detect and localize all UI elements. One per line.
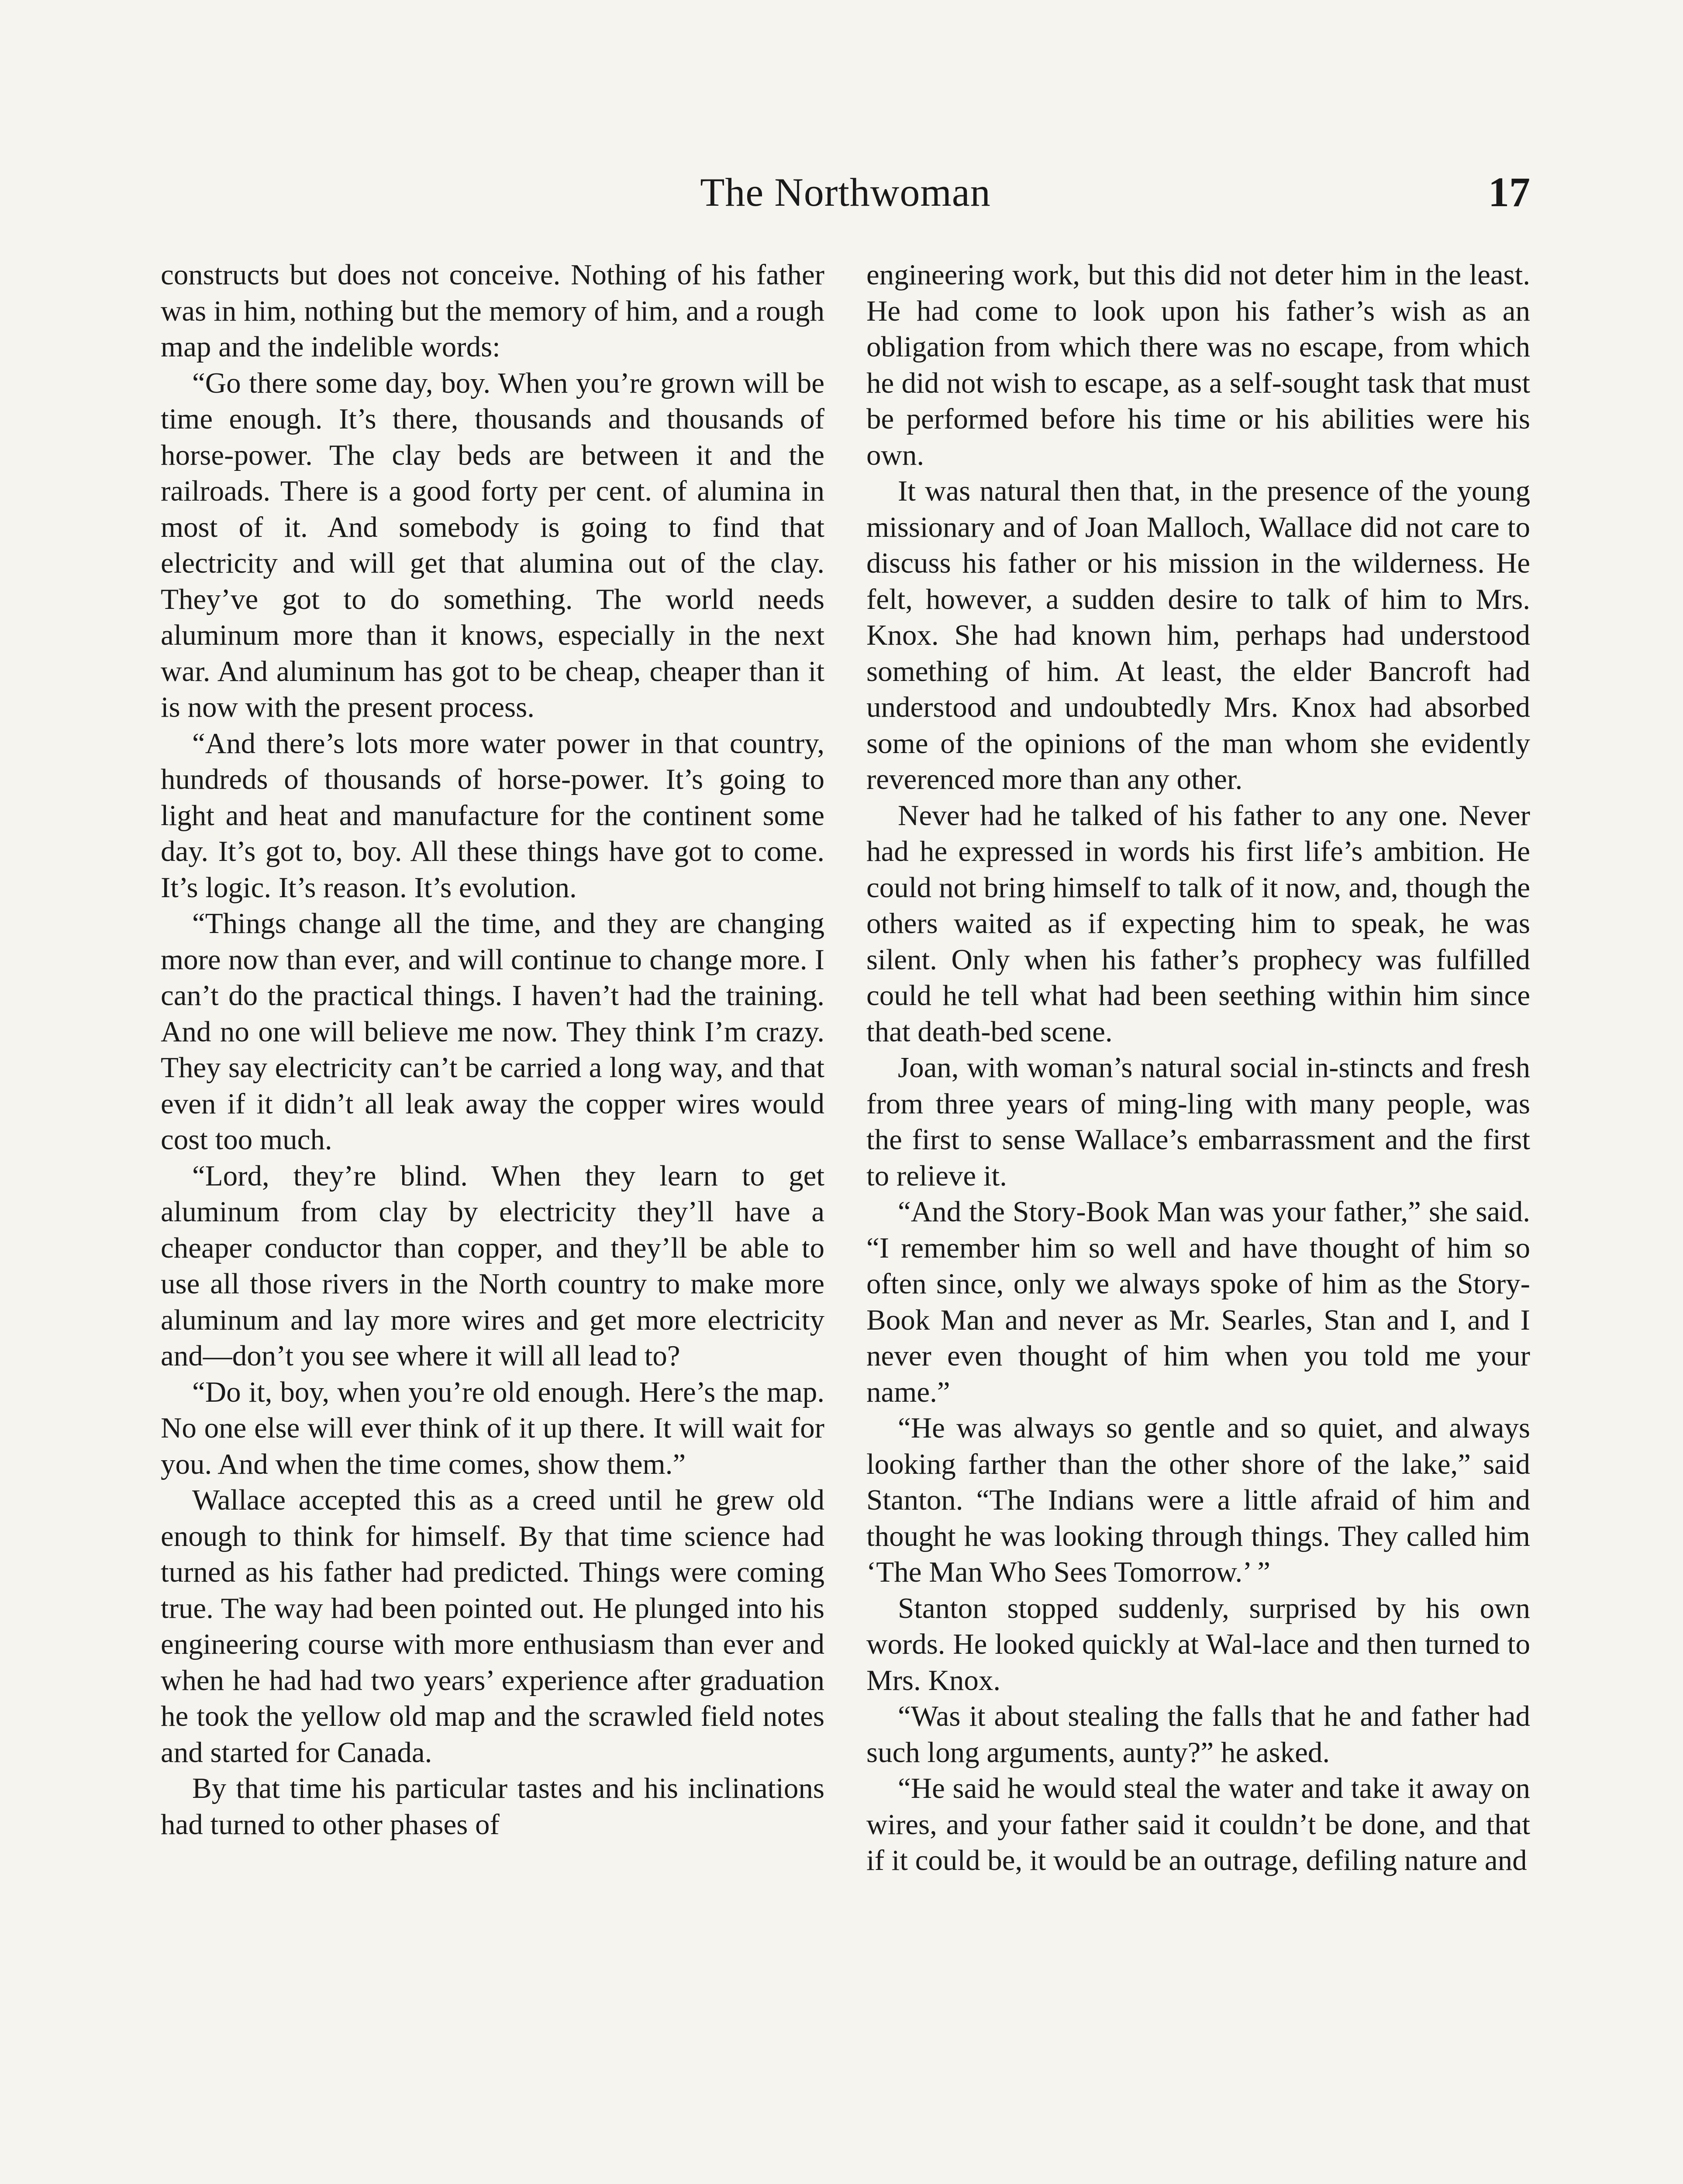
paragraph: “Do it, boy, when you’re old enough. Here’s the map. No one else will ever think of it up there. It will wait for you. And when the time comes, show them.” [161,1375,824,1480]
paragraph: Never had he talked of his father to any one. Never had he expressed in words his first life’s ambition. He could not bring himself to talk of it now, and, though the others waited as if expecting him to speak, he was silent. Only when his father’s prophecy was fulfilled could he tell what had been seething within him since that death-bed scene. [866,799,1530,1048]
running-title: The Northwoman [700,170,991,214]
paragraph: “He was always so gentle and so quiet, and always looking farther than the other shore of the lake,” said Stanton. “The Indians were a little afraid of him and thought he was looking through things. They called him ‘The Man Who Sees Tomorrow.’ ” [866,1412,1530,1588]
left-column [161,257,824,2184]
paragraph: constructs but does not conceive. Nothing of his father was in him, nothing but the memory of him, and a rough map and the indelible words: [161,259,824,363]
page-number: 17 [1488,169,1530,215]
running-head [161,166,1530,227]
paragraph: “Go there some day, boy. When you’re grown will be time enough. It’s there, thousands and thousands of horse-power. The clay beds are between it and the railroads. There is a good forty per cent. of alumina in most of it. And somebody is going to find that electricity and will get that alumina out of the clay. They’ve got to do something. The world needs aluminum more than it knows, especially in the next war. And aluminum has got to be cheap, cheaper than it is now with the present process. [161,366,824,723]
paragraph: “And there’s lots more water power in that country, hundreds of thousands of horse-power. It’s going to light and heat and manufacture for the continent some day. It’s got to, boy. All these things have got to come. It’s logic. It’s reason. It’s evolution. [161,727,824,904]
paragraph: By that time his particular tastes and his inclinations had turned to other phases of [161,1772,824,1841]
paragraph: Stanton stopped suddenly, surprised by his own words. He looked quickly at Wal-lace and then turned to Mrs. Knox. [866,1592,1530,1697]
right-column [866,257,1530,2184]
paragraph: It was natural then that, in the presence of the young missionary and of Joan Malloch, Wallace did not care to discuss his father or his mission in the wilderness. He felt, however, a sudden desire to talk of him to Mrs. Knox. She had known him, perhaps had understood something of him. At least, the elder Bancroft had understood and undoubtedly Mrs. Knox had absorbed some of the opinions of the man whom she evidently reverenced more than any other. [866,475,1530,795]
paragraph: engineering work, but this did not deter him in the least. He had come to look upon his father’s wish as an obligation from which there was no escape, from which he did not wish to escape, as a self-sought task that must be performed before his time or his abilities were his own. [866,259,1530,471]
paragraph: “He said he would steal the water and take it away on wires, and your father said it couldn’t be done, and that if it could be, it would be an outrage, defiling nature and [866,1772,1530,1876]
paragraph: “And the Story-Book Man was your father,” she said. “I remember him so well and have thought of him so often since, only we always spoke of him as the Story-Book Man and never as Mr. Searles, Stan and I, and I never even thought of him when you told me your name.” [866,1196,1530,1408]
paragraph: Joan, with woman’s natural social in-stincts and fresh from three years of ming-ling with many people, was the first to sense Wallace’s embarrassment and the first to relieve it. [866,1051,1530,1192]
paragraph: “Lord, they’re blind. When they learn to get aluminum from clay by electricity they’ll have a cheaper conductor than copper, and they’ll be able to use all those rivers in the North country to make more aluminum and lay more wires and get more electricity and—don’t you see where it will all lead to? [161,1159,824,1372]
paragraph: Wallace accepted this as a creed until he grew old enough to think for himself. By that time science had turned as his father had predicted. Things were coming true. The way had been pointed out. He plunged into his engineering course with more enthusiasm than ever and when he had had two years’ experience after graduation he took the yellow old map and the scrawled field notes and started for Canada. [161,1484,824,1769]
paragraph: “Was it about stealing the falls that he and father had such long arguments, aunty?” he asked. [866,1700,1530,1769]
paragraph: “Things change all the time, and they are changing more now than ever, and will continue to change more. I can’t do the practical things. I haven’t had the training. And no one will believe me now. They think I’m crazy. They say electricity can’t be carried a long way, and that even if it didn’t all leak away the copper wires would cost too much. [161,907,824,1156]
